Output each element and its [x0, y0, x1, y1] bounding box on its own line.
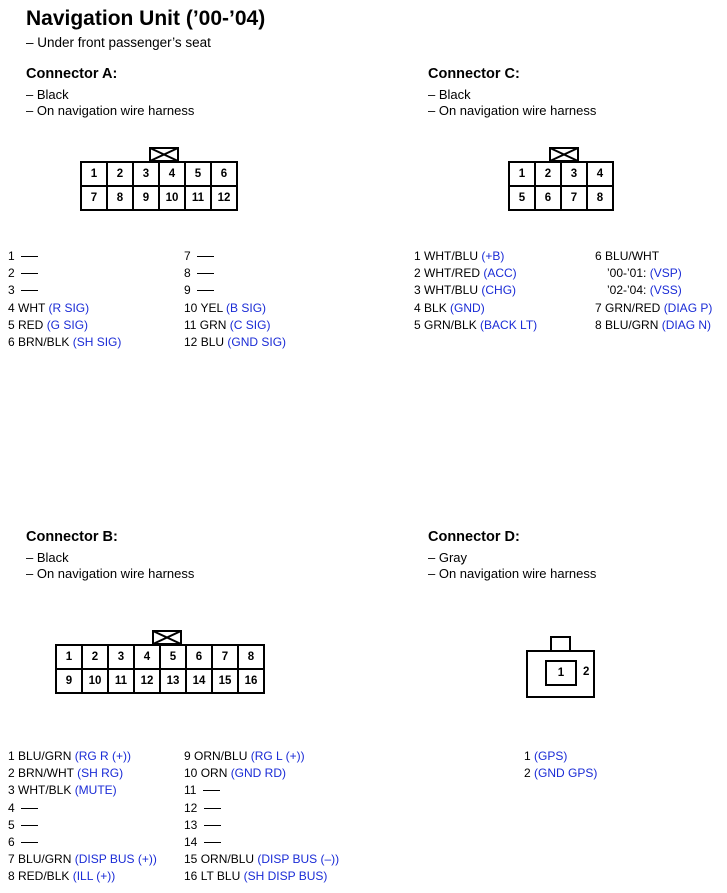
pin-row: [8, 800, 157, 817]
pin-row: [414, 282, 537, 299]
pin-number: 6: [8, 334, 19, 349]
pin-cell: 1: [545, 660, 577, 686]
signal-name: (DISP BUS (+)): [74, 852, 157, 867]
connector-c-diagram: [508, 147, 612, 217]
pin-number: 3: [8, 783, 19, 798]
connector-a-title: Connector A:: [26, 66, 118, 82]
signal-name: (G SIG): [46, 317, 89, 332]
pin-number: 16: [184, 869, 201, 884]
pin-row: [8, 748, 157, 765]
wire-color: BLU/GRN: [18, 852, 75, 867]
connector-a-desc: [26, 87, 194, 119]
unused-pin-line: [204, 825, 221, 826]
pin-row: [8, 334, 121, 351]
connector-c-color: – Black: [428, 87, 471, 102]
page-subtitle: – Under front passenger’s seat: [26, 35, 211, 50]
wire-color: BRN/BLK: [18, 334, 73, 349]
pin-row: [595, 265, 712, 282]
pin-row: [8, 851, 157, 868]
signal-name: (B SIG): [226, 300, 267, 315]
wire-color: ORN: [200, 766, 231, 781]
pin-row: [414, 248, 537, 265]
connector-d-location: – On navigation wire harness: [428, 566, 597, 581]
connector-c-pins-right: [595, 248, 712, 334]
pin-row: [184, 317, 286, 334]
pin-cell: 14: [185, 668, 213, 694]
pin-row: [184, 800, 339, 817]
pin-number: 9: [184, 283, 195, 298]
signal-name: (DISP BUS (–)): [257, 852, 340, 867]
pin-row: [184, 817, 339, 834]
pin-cell: 8: [106, 185, 134, 211]
pin-number: 1: [414, 249, 425, 263]
pin-cell: 1: [80, 161, 108, 187]
connector-d-color: – Gray: [428, 550, 468, 565]
pin-row: [8, 834, 157, 851]
wire-color: RED: [18, 317, 47, 332]
pin-number: 5: [8, 817, 19, 832]
connector-b-pins-left: [8, 748, 157, 886]
pin-number: 13: [184, 817, 201, 832]
connector-a-pins-left: [8, 248, 121, 351]
connector-a-diagram: [80, 147, 239, 217]
pin-row: [184, 248, 286, 265]
signal-name: (C SIG): [229, 317, 271, 332]
wire-color: BRN/WHT: [18, 766, 78, 781]
connector-c-desc: [428, 87, 596, 119]
model-years: ’02-’04:: [607, 283, 647, 298]
wire-color: WHT/BLK: [18, 783, 75, 798]
pin-number: 1: [524, 749, 535, 763]
pin-cell: 4: [133, 644, 161, 670]
signal-name: (DIAG N): [661, 317, 712, 332]
pin-number: 9: [184, 749, 195, 763]
signal-name: (ILL (+)): [72, 869, 116, 884]
pin-number: 15: [184, 852, 201, 867]
signal-name: (R SIG): [48, 300, 90, 315]
pin-number: 2: [414, 266, 425, 281]
page-title: Navigation Unit (’00-’04): [26, 7, 266, 30]
pin-cell: 4: [158, 161, 186, 187]
pin-row: [524, 765, 597, 782]
signal-name: (BACK LT): [480, 317, 538, 332]
connector-b-color: – Black: [26, 550, 69, 565]
pin-cell: 7: [80, 185, 108, 211]
pin-cell: 8: [586, 185, 614, 211]
pin-cell: 5: [159, 644, 187, 670]
pin-number: 7: [595, 300, 606, 315]
pin-label: 2: [583, 666, 590, 678]
wire-color: GRN: [199, 317, 230, 332]
pin-number: 12: [184, 800, 201, 815]
pin-row: [184, 851, 339, 868]
pin-cell: 11: [184, 185, 212, 211]
pin-number: 6: [8, 834, 19, 849]
unused-pin-line: [21, 808, 38, 809]
pin-row: [595, 248, 712, 265]
signal-name: (ACC): [483, 266, 517, 281]
pin-cell: 11: [107, 668, 135, 694]
unused-pin-line: [21, 256, 38, 257]
pin-row: [414, 265, 537, 282]
connector-d-pins: [524, 748, 597, 782]
signal-name: (RG L (+)): [250, 749, 305, 763]
pin-row: [184, 765, 339, 782]
unused-pin-line: [21, 273, 38, 274]
pin-number: 1: [8, 749, 19, 763]
wire-color: WHT/BLU: [424, 283, 482, 298]
pin-cell: 2: [106, 161, 134, 187]
wire-color: BLU/GRN: [18, 749, 75, 763]
pin-cell: 9: [55, 668, 83, 694]
pin-cell: 9: [132, 185, 160, 211]
unused-pin-line: [197, 273, 214, 274]
connector-d-diagram: [526, 636, 606, 698]
pin-number: 2: [8, 266, 19, 281]
signal-name: (GND): [450, 300, 485, 315]
unused-pin-line: [21, 825, 38, 826]
signal-name: (DIAG P): [663, 300, 713, 315]
pin-number: 1: [8, 249, 19, 263]
signal-name: (+B): [481, 249, 505, 263]
connector-latch: [550, 636, 571, 650]
signal-name: (SH DISP BUS): [243, 869, 328, 884]
pin-cell: 5: [184, 161, 212, 187]
pin-cell: 8: [237, 644, 265, 670]
pin-row: [595, 317, 712, 334]
pin-row: [184, 748, 339, 765]
pin-number: 8: [595, 317, 606, 332]
pin-number: 4: [8, 800, 19, 815]
pin-number: 8: [8, 869, 19, 884]
pin-row: [184, 782, 339, 799]
signal-name: (MUTE): [74, 783, 117, 798]
connector-b-pins-right: [184, 748, 339, 886]
wire-color: GRN/BLK: [424, 317, 481, 332]
wire-color: ORN/BLU: [200, 852, 258, 867]
pin-row: [8, 868, 157, 885]
pin-row: [595, 300, 712, 317]
signal-name: (SH RG): [77, 766, 124, 781]
wire-color: BLK: [424, 300, 451, 315]
pin-number: 5: [8, 317, 19, 332]
pin-cell: 3: [132, 161, 160, 187]
pin-cell: 3: [107, 644, 135, 670]
unused-pin-line: [21, 842, 38, 843]
pin-number: 4: [414, 300, 425, 315]
pin-cell: 4: [586, 161, 614, 187]
signal-name: (CHG): [481, 283, 517, 298]
pin-number: 3: [414, 283, 425, 298]
pin-number: 10: [184, 300, 201, 315]
wire-color: LT BLU: [200, 869, 244, 884]
pin-cell: 1: [508, 161, 536, 187]
pin-number: 11: [184, 317, 200, 332]
unused-pin-line: [197, 290, 214, 291]
pin-cell: 12: [133, 668, 161, 694]
pin-number: 7: [184, 249, 195, 263]
pin-number: 14: [184, 834, 201, 849]
pin-cell: 7: [560, 185, 588, 211]
connector-a-color: – Black: [26, 87, 69, 102]
wire-color: WHT: [18, 300, 49, 315]
pin-cell: 16: [237, 668, 265, 694]
pin-row: [414, 300, 537, 317]
pin-row: [8, 782, 157, 799]
pin-number: 12: [184, 334, 201, 349]
wire-color: BLU/GRN: [605, 317, 662, 332]
wire-color: BLU/WHT: [605, 249, 660, 263]
pin-row: [184, 265, 286, 282]
signal-name: (RG R (+)): [74, 749, 132, 763]
pin-cell: 6: [534, 185, 562, 211]
pin-number: 4: [8, 300, 19, 315]
connector-d-title: Connector D:: [428, 529, 520, 545]
pin-cell: 15: [211, 668, 239, 694]
pin-row: [8, 817, 157, 834]
pin-number: 7: [8, 852, 19, 867]
pin-row: [595, 282, 712, 299]
pin-row: [184, 334, 286, 351]
signal-name: (GND RD): [230, 766, 287, 781]
wire-color: GRN/RED: [605, 300, 664, 315]
pin-cell: 12: [210, 185, 238, 211]
model-years: ’00-’01:: [607, 266, 647, 281]
wire-color: YEL: [200, 300, 227, 315]
pin-cell: 2: [81, 644, 109, 670]
connector-c-title: Connector C:: [428, 66, 520, 82]
pin-cell: 6: [185, 644, 213, 670]
unused-pin-line: [197, 256, 214, 257]
pin-cell: 3: [560, 161, 588, 187]
pin-cell: 10: [158, 185, 186, 211]
connector-d-desc: [428, 550, 596, 582]
wire-color: WHT/BLU: [424, 249, 482, 263]
pin-row: [184, 834, 339, 851]
wire-color: ORN/BLU: [194, 749, 251, 763]
wire-color: BLU: [200, 334, 228, 349]
connector-c-pins-left: [414, 248, 537, 334]
pin-row: [8, 265, 121, 282]
signal-name: (GND SIG): [227, 334, 287, 349]
pin-number: 6: [595, 249, 602, 263]
pin-cell: 7: [211, 644, 239, 670]
pin-cell: 13: [159, 668, 187, 694]
signal-name: (SH SIG): [72, 334, 122, 349]
pin-number: 11: [184, 783, 200, 798]
connector-b-title: Connector B:: [26, 529, 118, 545]
pin-number: 10: [184, 766, 201, 781]
pin-cell: 2: [534, 161, 562, 187]
pin-number: 2: [8, 766, 19, 781]
pin-cell: 5: [508, 185, 536, 211]
pin-number: 3: [8, 283, 19, 298]
pin-row: [8, 300, 121, 317]
pin-row: [8, 317, 121, 334]
unused-pin-line: [21, 290, 38, 291]
signal-name: (GPS): [534, 749, 568, 763]
pin-row: [414, 317, 537, 334]
pin-cell: 6: [210, 161, 238, 187]
pin-number: 5: [414, 317, 425, 332]
pin-row: [184, 282, 286, 299]
connector-b-diagram: [55, 630, 265, 700]
wire-color: RED/BLK: [18, 869, 73, 884]
connector-c-location: – On navigation wire harness: [428, 103, 597, 118]
pin-row: [8, 765, 157, 782]
pin-number: 8: [184, 266, 195, 281]
signal-name: (VSP): [649, 266, 682, 281]
unused-pin-line: [204, 842, 221, 843]
connector-b-desc: [26, 550, 194, 582]
pin-row: [184, 868, 339, 885]
connector-a-pins-right: [184, 248, 286, 351]
signal-name: (VSS): [649, 283, 682, 298]
unused-pin-line: [203, 790, 220, 791]
pin-row: [8, 282, 121, 299]
unused-pin-line: [204, 808, 221, 809]
connector-a-location: – On navigation wire harness: [26, 103, 195, 118]
pin-cell: 10: [81, 668, 109, 694]
pin-number: 2: [524, 766, 535, 781]
pin-row: [8, 248, 121, 265]
pin-cell: 1: [55, 644, 83, 670]
pin-row: [524, 748, 597, 765]
pin-row: [184, 300, 286, 317]
connector-b-location: – On navigation wire harness: [26, 566, 195, 581]
wire-color: WHT/RED: [424, 266, 484, 281]
signal-name: (GND GPS): [534, 766, 598, 781]
